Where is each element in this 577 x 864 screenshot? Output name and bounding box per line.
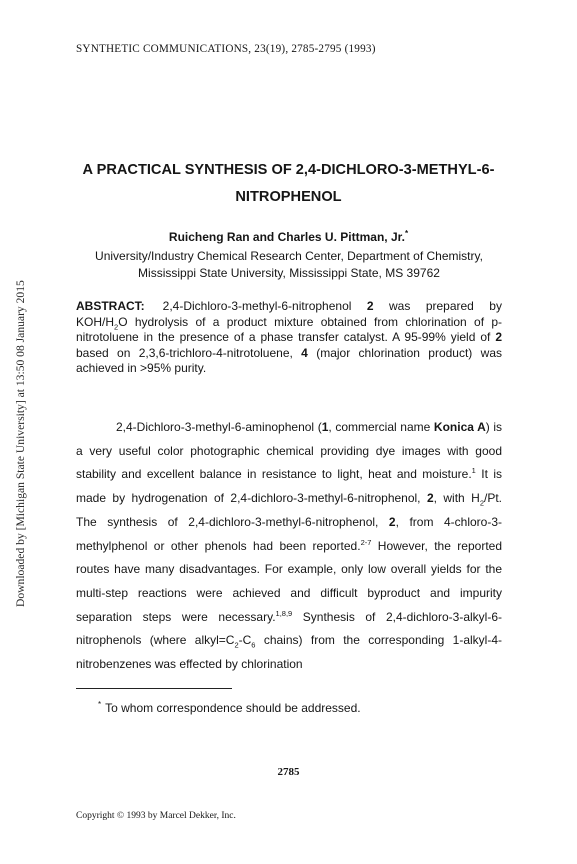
- body-text-run: , with H: [433, 491, 480, 506]
- body-text-run: ) is a very useful color photographic chemical providing dye images with good stability and excellent balance in resistance to light, heat and moisture.: [76, 420, 503, 482]
- body-text-run: /Pt. The synthesis of 2,4-dichloro-3-methyl-6-nitrophenol,: [76, 491, 502, 529]
- citation: 1: [471, 466, 476, 476]
- abstract-label: ABSTRACT:: [76, 299, 145, 313]
- author-line: [50, 230, 527, 244]
- body-text-run: chains) from the corresponding 1-alkyl-4-nitrobenzenes was effected by chlorination: [76, 633, 502, 672]
- subscript: 2: [479, 498, 484, 508]
- compound-number: 2: [366, 299, 374, 313]
- subscript: 2: [114, 321, 119, 331]
- body-text: [76, 416, 502, 677]
- commercial-name: Konica A: [433, 420, 486, 434]
- compound-number: 1: [321, 420, 329, 434]
- compound-number: 2: [495, 330, 502, 344]
- page-number: 2785: [277, 766, 300, 778]
- footnote: [98, 700, 361, 715]
- author-names: Ruicheng Ran and Charles U. Pittman, Jr.: [168, 230, 405, 244]
- citation: 2-7: [360, 537, 372, 547]
- citation: 1,8,9: [275, 608, 293, 618]
- abstract-text: was prepared by KOH/H: [76, 299, 502, 329]
- abstract-text: (major chlorination product) was achieved in >95% purity.: [76, 345, 502, 375]
- footnote-divider: [76, 688, 232, 689]
- footnote-text: To whom correspondence should be addressed.: [105, 701, 361, 715]
- paper-title: A PRACTICAL SYNTHESIS OF 2,4-DICHLORO-3-METHYL-6-NITROPHENOL: [82, 162, 495, 205]
- subscript: 2: [234, 640, 239, 650]
- footnote-mark: *: [98, 700, 102, 709]
- body-paragraph: [76, 416, 502, 677]
- body-text-run: , from 4-chloro-3-methylphenol or other phenols had been reported.: [76, 514, 502, 553]
- compound-number: 2: [388, 514, 396, 529]
- body-text-run: It is made by hydrogenation of 2,4-dichloro-3-methyl-6-nitrophenol,: [76, 467, 502, 506]
- correspondence-mark: *: [404, 229, 409, 238]
- abstract-text: 2,4-Dichloro-3-methyl-6-nitrophenol: [162, 299, 367, 313]
- body-text-run: However, the reported routes have many disadvantages. For example, only low overall yields for the multi-step reactions were achieved and difficult byproduct and impurity separation steps were necessary.: [76, 538, 502, 624]
- affiliation: University/Industry Chemical Research Center, Department of Chemistry, Mississippi State University, Mississippi State, MS 39762: [95, 249, 483, 280]
- running-header: SYNTHETIC COMMUNICATIONS, 23(19), 2785-2795 (1993): [76, 43, 376, 55]
- abstract-text: based on 2,3,6-trichloro-4-nitrotoluene,: [76, 345, 302, 360]
- abstract: [76, 299, 502, 377]
- copyright-notice: Copyright © 1993 by Marcel Dekker, Inc.: [76, 811, 236, 821]
- body-text-run: -C: [238, 633, 252, 648]
- body-text-run: 2,4-Dichloro-3-methyl-6-aminophenol (: [116, 420, 322, 434]
- body-text-run: , commercial name: [328, 420, 434, 434]
- compound-number: 4: [301, 345, 308, 360]
- download-watermark: Downloaded by [Michigan State University] at 13:50 08 January 2015: [14, 280, 27, 607]
- compound-number: 2: [426, 491, 434, 506]
- body-text-run: Synthesis of 2,4-dichloro-3-alkyl-6-nitrophenols (where alkyl=C: [76, 609, 502, 648]
- abstract-text: O hydrolysis of a product mixture obtained from chlorination of p-nitrotoluene in the presence of a phase transfer catalyst. A 95-99% yield of: [76, 314, 502, 344]
- subscript: 6: [251, 640, 256, 650]
